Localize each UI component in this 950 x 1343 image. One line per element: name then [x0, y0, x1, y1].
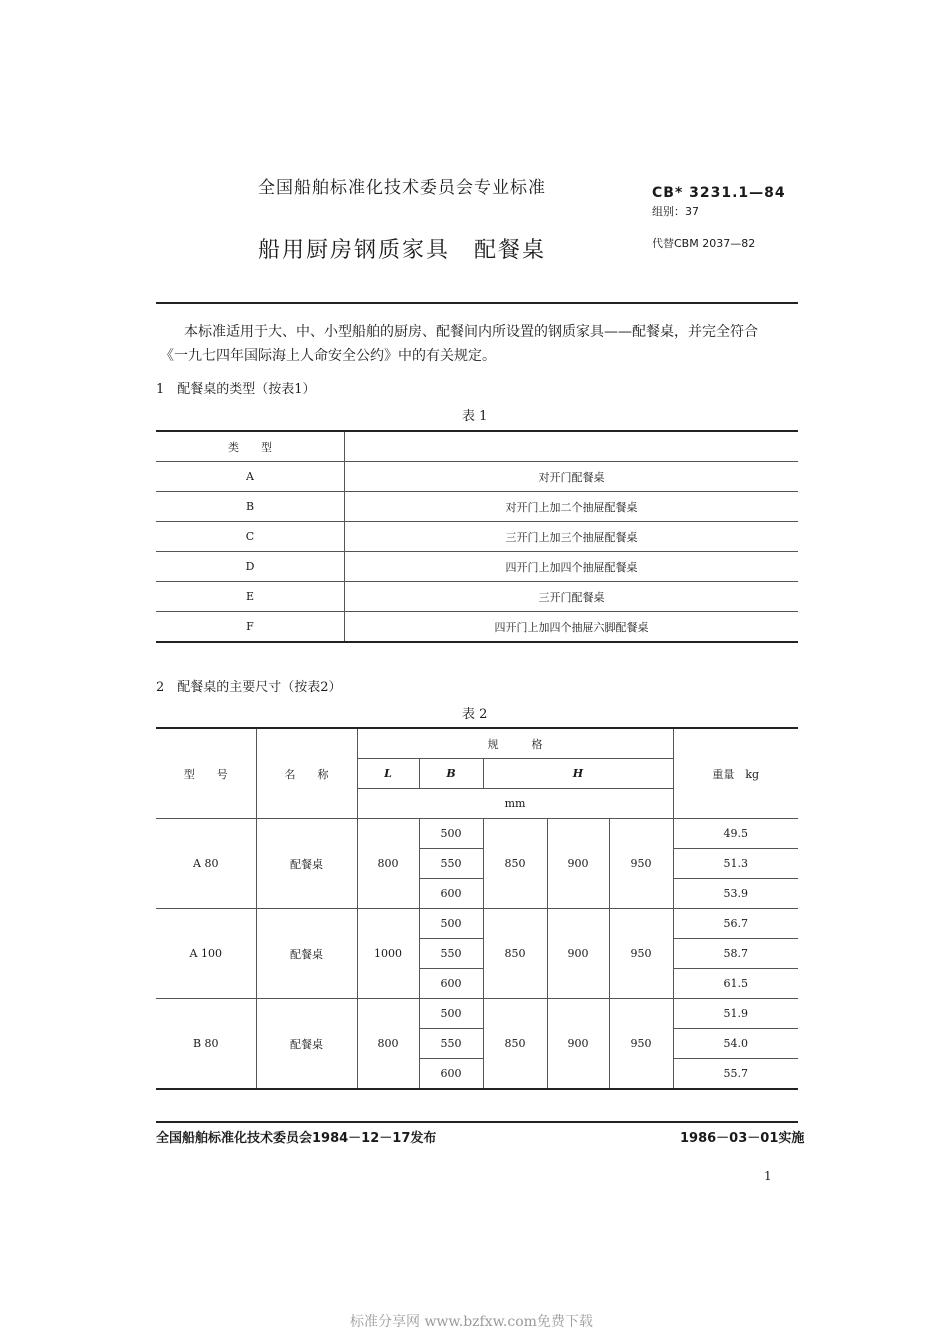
header-type: 类 型	[156, 431, 345, 462]
weight-cell: 51.3	[673, 849, 798, 879]
type-description: 对开门上加二个抽屉配餐桌	[345, 492, 799, 522]
weight-cell: 61.5	[673, 969, 798, 999]
type-code: D	[156, 552, 345, 582]
weight-cell: 56.7	[673, 909, 798, 939]
table-header-row	[156, 728, 798, 759]
model-cell: A 80	[156, 819, 256, 909]
height-cell: 950	[609, 819, 673, 909]
length-cell: 1000	[357, 909, 419, 999]
header-L: L	[357, 759, 419, 789]
type-description: 三开门上加三个抽屉配餐桌	[345, 522, 799, 552]
document-title: 船用厨房钢质家具 配餐桌	[258, 238, 547, 263]
header-description	[345, 431, 799, 462]
height-cell: 900	[547, 909, 609, 999]
standard-code: CB* 3231.1—84	[652, 185, 786, 201]
type-code: A	[156, 462, 345, 492]
width-cell: 550	[419, 849, 483, 879]
height-cell: 950	[609, 909, 673, 999]
table-1-caption: 表 1	[462, 409, 488, 424]
table-2-caption: 表 2	[462, 707, 488, 722]
table-row	[156, 819, 798, 849]
section-1-heading: 1 配餐桌的类型（按表1）	[156, 382, 316, 397]
width-cell: 500	[419, 999, 483, 1029]
width-cell: 550	[419, 939, 483, 969]
weight-cell: 54.0	[673, 1029, 798, 1059]
weight-cell: 53.9	[673, 879, 798, 909]
section-2-heading: 2 配餐桌的主要尺寸（按表2）	[156, 680, 342, 695]
header-H: H	[483, 759, 673, 789]
table-row	[156, 909, 798, 939]
weight-cell: 51.9	[673, 999, 798, 1029]
type-description: 四开门上加四个抽屉配餐桌	[345, 552, 799, 582]
issue-date: 全国船舶标准化技术委员会1984－12－17发布	[156, 1131, 437, 1146]
model-cell: B 80	[156, 999, 256, 1090]
footer-divider	[156, 1121, 798, 1123]
weight-cell: 49.5	[673, 819, 798, 849]
name-cell: 配餐桌	[256, 909, 357, 999]
name-cell: 配餐桌	[256, 819, 357, 909]
width-cell: 500	[419, 819, 483, 849]
table-header-row	[156, 431, 798, 462]
watermark: 标准分享网 www.bzfxw.com免费下载	[350, 1314, 593, 1330]
table-row	[156, 582, 798, 612]
height-cell: 850	[483, 999, 547, 1090]
header-divider	[156, 302, 798, 304]
type-code: C	[156, 522, 345, 552]
table-1-types	[156, 430, 798, 643]
table-row	[156, 492, 798, 522]
type-code: B	[156, 492, 345, 522]
effective-date: 1986－03－01实施	[680, 1131, 805, 1146]
header-model: 型 号	[156, 728, 256, 819]
type-description: 三开门配餐桌	[345, 582, 799, 612]
replaces-standard: 代替CBM 2037—82	[652, 237, 756, 250]
width-cell: 500	[419, 909, 483, 939]
length-cell: 800	[357, 819, 419, 909]
height-cell: 900	[547, 999, 609, 1090]
name-cell: 配餐桌	[256, 999, 357, 1090]
table-row	[156, 999, 798, 1029]
height-cell: 850	[483, 819, 547, 909]
model-cell: A 100	[156, 909, 256, 999]
weight-cell: 58.7	[673, 939, 798, 969]
type-code: F	[156, 612, 345, 643]
height-cell: 950	[609, 999, 673, 1090]
type-description: 四开门上加四个抽屉六脚配餐桌	[345, 612, 799, 643]
table-2-dimensions	[156, 727, 798, 1090]
intro-line-2: 《一九七四年国际海上人命安全公约》中的有关规定。	[160, 348, 496, 364]
table-row	[156, 462, 798, 492]
width-cell: 600	[419, 969, 483, 999]
height-cell: 900	[547, 819, 609, 909]
type-description: 对开门配餐桌	[345, 462, 799, 492]
header-spec: 规 格	[357, 728, 673, 759]
width-cell: 600	[419, 1059, 483, 1090]
header-unit: mm	[357, 789, 673, 819]
table-row	[156, 522, 798, 552]
intro-line-1: 本标准适用于大、中、小型船舶的厨房、配餐间内所设置的钢质家具——配餐桌，并完全符合	[184, 324, 758, 340]
header-B: B	[419, 759, 483, 789]
width-cell: 600	[419, 879, 483, 909]
group-number: 组别：37	[652, 205, 699, 218]
page-number: 1	[764, 1169, 772, 1183]
width-cell: 550	[419, 1029, 483, 1059]
height-cell: 850	[483, 909, 547, 999]
issuing-organization: 全国船舶标准化技术委员会专业标准	[258, 178, 546, 198]
table-row	[156, 552, 798, 582]
header-weight: 重量 kg	[673, 728, 798, 819]
type-code: E	[156, 582, 345, 612]
header-name: 名 称	[256, 728, 357, 819]
table-row	[156, 612, 798, 643]
length-cell: 800	[357, 999, 419, 1090]
weight-cell: 55.7	[673, 1059, 798, 1090]
